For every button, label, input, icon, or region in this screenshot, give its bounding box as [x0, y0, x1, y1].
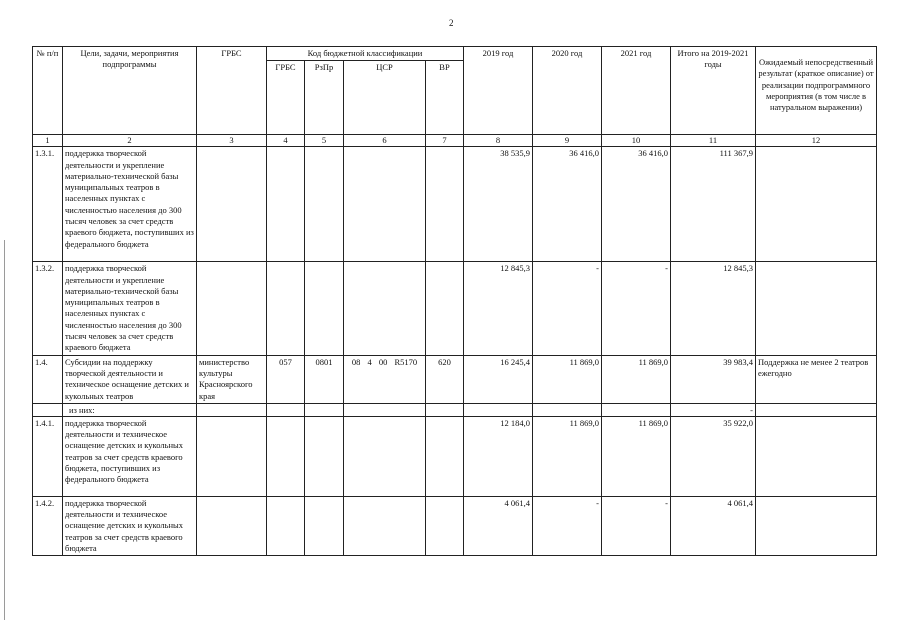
header-row-1: [33, 47, 877, 61]
row-text: поддержка творческой деятельности и укрепление материально-технической базы муниципальных театров в населенных пунктах с численностью населения до 300 тысяч человек за счет средств краевого бюджета: [63, 262, 197, 355]
row-grbs: [197, 416, 267, 496]
row-result: Поддержка не менее 2 театров ежегодно: [756, 355, 877, 403]
row-rzpr: 0801: [305, 355, 344, 403]
row-2021: [602, 403, 671, 416]
row-code-grbs: [267, 496, 305, 555]
index-cell: 4: [267, 135, 305, 147]
row-code-grbs: [267, 147, 305, 262]
row-text: из них:: [63, 403, 197, 416]
row-total: 35 922,0: [671, 416, 756, 496]
row-grbs: [197, 403, 267, 416]
scan-edge-line: [4, 240, 5, 620]
row-rzpr: [305, 147, 344, 262]
index-cell: 11: [671, 135, 756, 147]
row-csr: [344, 496, 426, 555]
row-total: 39 983,4: [671, 355, 756, 403]
header-code-vr: ВР: [426, 61, 464, 135]
row-grbs: [197, 147, 267, 262]
row-csr: [344, 147, 426, 262]
row-2021: 11 869,0: [602, 355, 671, 403]
row-total: 12 845,3: [671, 262, 756, 355]
row-2020: 11 869,0: [533, 355, 602, 403]
row-num: 1.3.2.: [33, 262, 63, 355]
budget-table: [32, 46, 877, 556]
index-cell: 7: [426, 135, 464, 147]
row-2019: 4 061,4: [464, 496, 533, 555]
header-expected-result: Ожидаемый непосредственный результат (краткое описание) от реализации подпрограммного мероприятия (в том числе в натуральном выражении): [756, 47, 877, 135]
table-row: [33, 355, 877, 403]
row-text: поддержка творческой деятельности и техническое оснащение детских и кукольных театров за счет средств краевого бюджета: [63, 496, 197, 555]
row-text: Субсидии на поддержку творческой деятельности и техническое оснащение детских и кукольных театров: [63, 355, 197, 403]
header-total: Итого на 2019-2021 годы: [671, 47, 756, 135]
index-cell: 6: [344, 135, 426, 147]
header-2020: 2020 год: [533, 47, 602, 135]
table-row: [33, 147, 877, 262]
row-grbs: [197, 496, 267, 555]
index-cell: 10: [602, 135, 671, 147]
row-text: поддержка творческой деятельности и техническое оснащение детских и кукольных театров за счет средств краевого бюджета, поступивших из федерального бюджета: [63, 416, 197, 496]
row-grbs: [197, 262, 267, 355]
header-budget-code: Код бюджетной классификации: [267, 47, 464, 61]
index-cell: 3: [197, 135, 267, 147]
row-2020: -: [533, 262, 602, 355]
row-vr: [426, 416, 464, 496]
table-row: [33, 262, 877, 355]
row-rzpr: [305, 403, 344, 416]
header-grbs: ГРБС: [197, 47, 267, 135]
row-code-grbs: [267, 416, 305, 496]
row-result: [756, 496, 877, 555]
row-rzpr: [305, 416, 344, 496]
row-2020: -: [533, 496, 602, 555]
row-total: -: [671, 403, 756, 416]
row-vr: [426, 403, 464, 416]
row-num: [33, 403, 63, 416]
column-index-row: [33, 135, 877, 147]
header-code-csr: ЦСР: [344, 61, 426, 135]
header-code-rzpr: РзПр: [305, 61, 344, 135]
row-2019: 16 245,4: [464, 355, 533, 403]
table-row: [33, 403, 877, 416]
row-rzpr: [305, 262, 344, 355]
row-2019: 12 184,0: [464, 416, 533, 496]
index-cell: 9: [533, 135, 602, 147]
header-2021: 2021 год: [602, 47, 671, 135]
row-2020: [533, 403, 602, 416]
row-num: 1.3.1.: [33, 147, 63, 262]
row-vr: [426, 262, 464, 355]
row-code-grbs: [267, 262, 305, 355]
header-2019: 2019 год: [464, 47, 533, 135]
table-row: [33, 416, 877, 496]
header-goals: Цели, задачи, мероприятия подпрограммы: [63, 47, 197, 135]
row-2019: 12 845,3: [464, 262, 533, 355]
row-2020: 36 416,0: [533, 147, 602, 262]
row-rzpr: [305, 496, 344, 555]
row-vr: 620: [426, 355, 464, 403]
row-2019: [464, 403, 533, 416]
row-2021: -: [602, 262, 671, 355]
row-code-grbs: [267, 403, 305, 416]
page-number: 2: [449, 18, 454, 28]
row-total: 4 061,4: [671, 496, 756, 555]
row-csr: 08 4 00 R5170: [344, 355, 426, 403]
header-code-grbs: ГРБС: [267, 61, 305, 135]
row-num: 1.4.2.: [33, 496, 63, 555]
row-text: поддержка творческой деятельности и укрепление материально-технической базы муниципальных театров в населенных пунктах с численностью населения до 300 тысяч человек за счет средств краевого бюджета, поступивших из федерального бюджета: [63, 147, 197, 262]
index-cell: 2: [63, 135, 197, 147]
row-num: 1.4.: [33, 355, 63, 403]
table-row: [33, 496, 877, 555]
row-result: [756, 416, 877, 496]
row-result: [756, 262, 877, 355]
row-vr: [426, 147, 464, 262]
index-cell: 5: [305, 135, 344, 147]
row-2021: 36 416,0: [602, 147, 671, 262]
row-csr: [344, 403, 426, 416]
row-2020: 11 869,0: [533, 416, 602, 496]
row-2021: 11 869,0: [602, 416, 671, 496]
row-num: 1.4.1.: [33, 416, 63, 496]
row-result: [756, 147, 877, 262]
row-total: 111 367,9: [671, 147, 756, 262]
row-2021: -: [602, 496, 671, 555]
row-csr: [344, 262, 426, 355]
header-num: № п/п: [33, 47, 63, 135]
row-grbs: министерство культуры Красноярского края: [197, 355, 267, 403]
row-vr: [426, 496, 464, 555]
row-code-grbs: 057: [267, 355, 305, 403]
index-cell: 1: [33, 135, 63, 147]
index-cell: 12: [756, 135, 877, 147]
row-2019: 38 535,9: [464, 147, 533, 262]
row-result: [756, 403, 877, 416]
index-cell: 8: [464, 135, 533, 147]
row-csr: [344, 416, 426, 496]
